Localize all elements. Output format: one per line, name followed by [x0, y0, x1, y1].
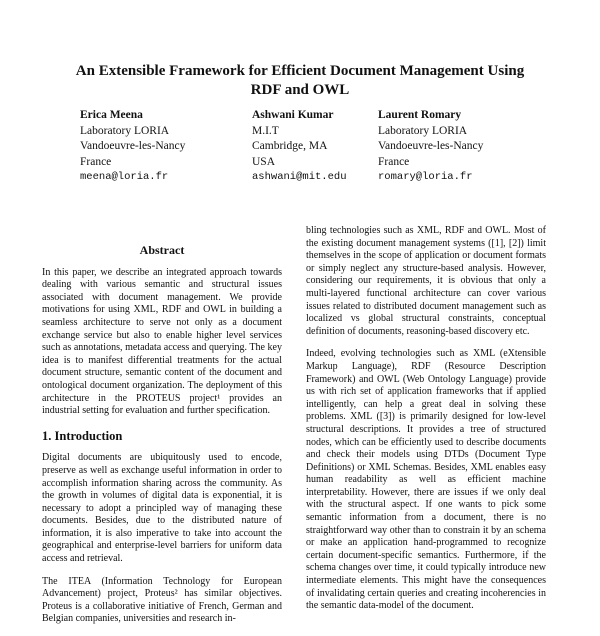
author-city: Cambridge, MA: [252, 140, 328, 152]
author-city: Vandoeuvre-les-Nancy: [80, 140, 186, 152]
author-email: meena@loria.fr: [80, 171, 169, 183]
body-paragraph: Digital documents are ubiquitously used to encode, preserve as well as exchange useful information in order to accomplish information sharing across the community. As the growth in volumes of digital data is exponential, it is necessary to adopt a principled way of managing these documents. Besides, due to the distributed nature of information, it is also imperative to take into account the geographical and enterprise-level barriers for uniform data access and retrieval.: [42, 452, 282, 565]
body-paragraph: Indeed, evolving technologies such as XML (eXtensible Markup Language), RDF (Resource Description Framework) and OWL (Web Ontology Language) provide us with rich set of application frameworks that if applied intelligently, can help a great deal in solving these problems. XML ([3]) is primarily designed for low-level structural descriptions. It provides a tree of structured nodes, which can be efficiently used to describe documents and check their models using DTDs (Document Type Definitions) or XML Schemas. Besides, XML enables easy human readability as well as efficient machine interpretability. However, there are issues if we only deal with the structural aspect. If one wants to pick some semantic information from a document, there is no straightforward way other than to constrain it by an schema or make an application hand-programmed to recognize certain document-specific semantics. Furthermore, if the schema changes over time, it could typically introduce new intermediate elements. This might have the consequences of invalidating certain queries and creating incoherencies in the semantic data-model of the document.: [306, 348, 546, 612]
author-email: ashwani@mit.edu: [252, 171, 347, 183]
author-name: Ashwani Kumar: [252, 109, 334, 121]
paper-title: An Extensible Framework for Efficient Document Management Using RDF and OWL: [75, 63, 525, 98]
author-name: Erica Meena: [80, 109, 143, 121]
body-paragraph: The ITEA (Information Technology for European Advancement) project, Proteus² has similar objectives. Proteus is a collaborative initiative of French, German and Belgian companies, universities and research in-: [42, 575, 282, 625]
author-affiliation: Laboratory LORIA: [378, 124, 468, 137]
author-email: romary@loria.fr: [378, 171, 473, 183]
abstract-heading: Abstract: [139, 243, 185, 257]
section-heading: 1. Introduction: [42, 428, 123, 443]
author-country: France: [80, 155, 112, 168]
abstract-text: In this paper, we describe an integrated approach towards dealing with various semantic and structural issues associated with document management. We provide motivations for using XML, RDF and OWL in building a seamless architecture to serve not only as a document exchange service but also to enable higher level services such as annotations, metadata access and querying. The key idea is to manifest differential treatments for the actual document structure, semantic content of the document and ontological document organization. The deployment of this architecture in the PROTEUS project¹ provides an industrial setting for evaluation and further specification.: [42, 266, 282, 417]
author-country: France: [378, 155, 410, 168]
body-paragraph: bling technologies such as XML, RDF and OWL. Most of the existing document management systems ([1], [2]) limit themselves in the scope of application or document formats or simply neglect any structure-based analysis. However, considering our requirements, it is obvious that only a multi-layered functional architecture can cover various issues related to distributed document management such as localized vs global structural constraints, conceptual definition of documents, reasoning-based discovery etc.: [306, 225, 546, 337]
author-block: [378, 108, 483, 186]
left-column: [42, 244, 282, 636]
author-affiliation: M.I.T: [252, 124, 279, 137]
author-city: Vandoeuvre-les-Nancy: [378, 140, 484, 152]
author-country: USA: [252, 155, 276, 168]
author-block: [80, 108, 185, 186]
author-block: [252, 108, 347, 186]
author-name: Laurent Romary: [378, 109, 462, 121]
author-affiliation: Laboratory LORIA: [80, 124, 170, 137]
right-column: [306, 225, 546, 623]
